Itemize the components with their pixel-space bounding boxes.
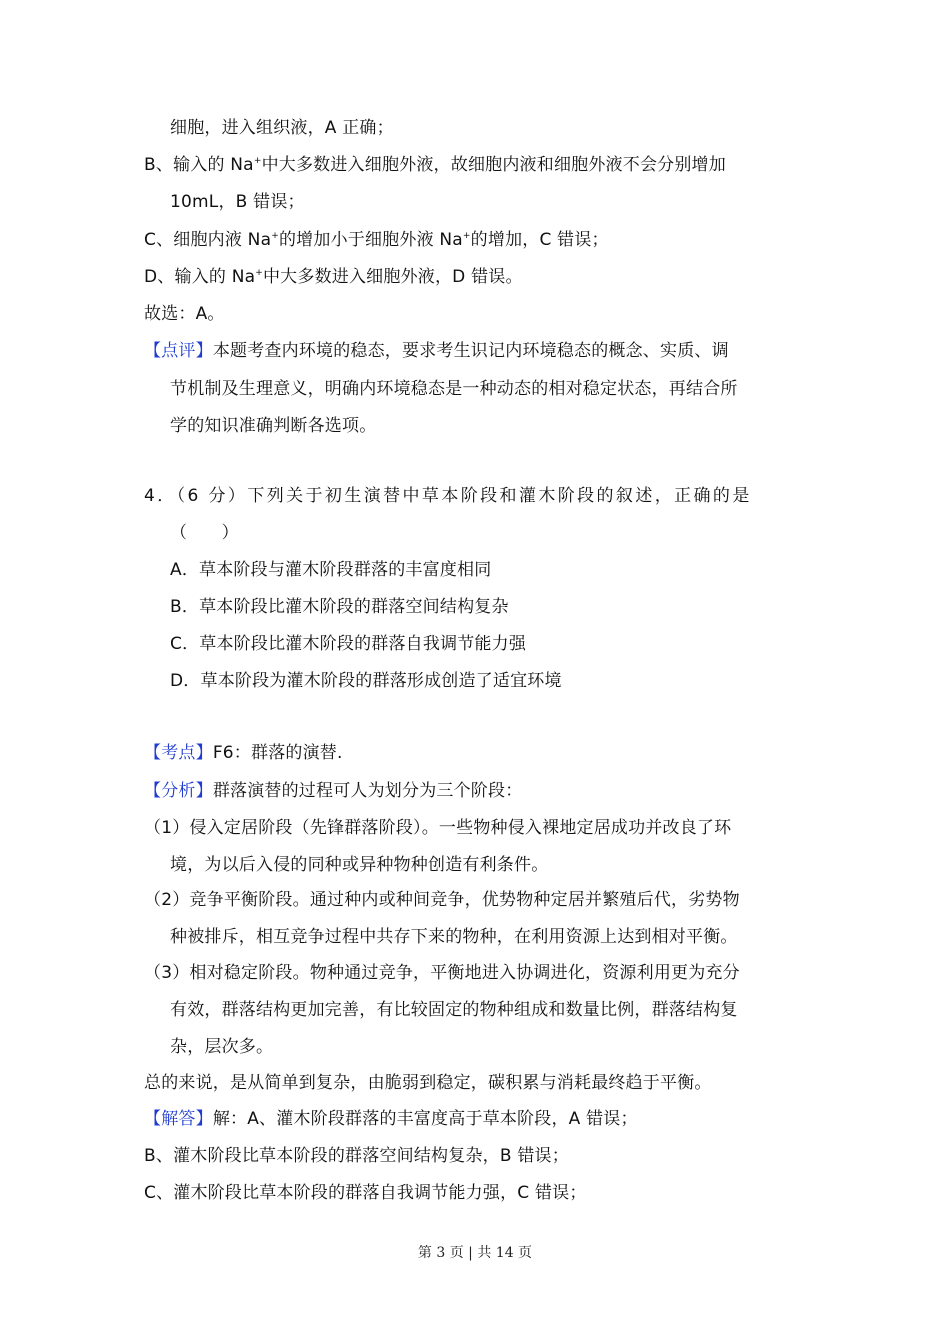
stage1-line1: （1）侵入定居阶段（先锋群落阶段）。一些物种侵入裸地定居成功并改良了环	[144, 818, 732, 838]
option-d	[170, 669, 562, 693]
text: D、输入的 Na	[144, 267, 256, 287]
stage2-line1: （2）竞争平衡阶段。通过种内或种间竞争，优势物种定居并繁殖后代，劣势物	[144, 890, 740, 910]
prev-answer-a-continued: 细胞，进入组织液，A 正确；	[170, 118, 394, 138]
option-label: D．	[170, 671, 201, 691]
text: 群落演替的过程可人为划分为三个阶段：	[212, 781, 523, 801]
option-label: A．	[170, 560, 200, 580]
analysis-intro	[144, 779, 522, 803]
point-tag: 【考点】	[144, 743, 213, 763]
stage3-line1: （3）相对稳定阶段。物种通过竞争，平衡地进入协调进化，资源利用更为充分	[144, 963, 740, 983]
text: 中大多数进入细胞外液，D 错误。	[262, 267, 523, 287]
superscript: +	[271, 231, 279, 241]
analysis-tag: 【分析】	[144, 781, 213, 801]
superscript: +	[253, 156, 262, 166]
answer-c: C、灌木阶段比草本阶段的群落自我调节能力强，C 错误；	[144, 1183, 587, 1203]
review-line2: 节机制及生理意义，明确内环境稳态是一种动态的相对稳定状态，再结合所	[170, 379, 738, 399]
option-c	[170, 632, 526, 656]
option-text: 草本阶段比灌木阶段的群落空间结构复杂	[199, 597, 509, 617]
option-label: C．	[170, 634, 200, 654]
option-text: 草本阶段与灌木阶段群落的丰富度相同	[199, 560, 492, 580]
stage2-line2: 种被排斥，相互竞争过程中共存下来的物种，在利用资源上达到相对平衡。	[170, 927, 738, 947]
option-text: 草本阶段为灌木阶段的群落形成创造了适宜环境	[200, 671, 562, 691]
text: 中大多数进入细胞外液，故细胞内液和细胞外液不会分别增加	[261, 155, 726, 175]
knowledge-point	[144, 741, 343, 765]
prev-answer-b-line1	[144, 153, 726, 177]
prev-choice: 故选：A。	[144, 304, 225, 324]
prev-answer-b-line2: 10mL，B 错误；	[170, 192, 305, 212]
answer-tag: 【解答】	[144, 1109, 213, 1129]
stage3-line2: 有效，群落结构更加完善，有比较固定的物种组成和数量比例，群落结构复	[170, 1000, 738, 1020]
text: F6：群落的演替.	[212, 743, 343, 763]
stage3-line3: 杂，层次多。	[170, 1037, 274, 1057]
superscript: +	[255, 268, 263, 278]
text: 的增加小于细胞外液 Na	[278, 230, 463, 250]
summary: 总的来说，是从简单到复杂，由脆弱到稳定，碳积累与消耗最终趋于平衡。	[144, 1073, 712, 1093]
answer-b: B、灌木阶段比草本阶段的群落空间结构复杂，B 错误；	[144, 1146, 569, 1166]
review-line3: 学的知识准确判断各选项。	[170, 416, 377, 436]
prev-answer-c	[144, 228, 609, 252]
option-a	[170, 558, 491, 582]
page-footer: 第 3 页 | 共 14 页	[417, 1245, 533, 1261]
option-label: B．	[170, 597, 200, 617]
question-answer-blank: （ ）	[170, 523, 239, 543]
text: 本题考查内环境的稳态，要求考生识记内环境稳态的概念、实质、调	[212, 341, 729, 361]
option-b	[170, 595, 509, 619]
text: C、细胞内液 Na	[144, 230, 272, 250]
question-stem: 4．（6 分）下列关于初生演替中草本阶段和灌木阶段的叙述，正确的是	[144, 486, 752, 506]
answer-a	[144, 1107, 638, 1131]
review-tag: 【点评】	[144, 341, 213, 361]
text: B、输入的 Na	[144, 155, 254, 175]
review-line1	[144, 339, 729, 363]
superscript: +	[462, 231, 471, 241]
option-text: 草本阶段比灌木阶段的群落自我调节能力强	[199, 634, 527, 654]
text: 的增加，C 错误；	[470, 230, 609, 250]
stage1-line2: 境，为以后入侵的同种或异种物种创造有利条件。	[170, 855, 549, 875]
prev-answer-d	[144, 265, 523, 289]
text: 解：A、灌木阶段群落的丰富度高于草本阶段，A 错误；	[212, 1109, 638, 1129]
